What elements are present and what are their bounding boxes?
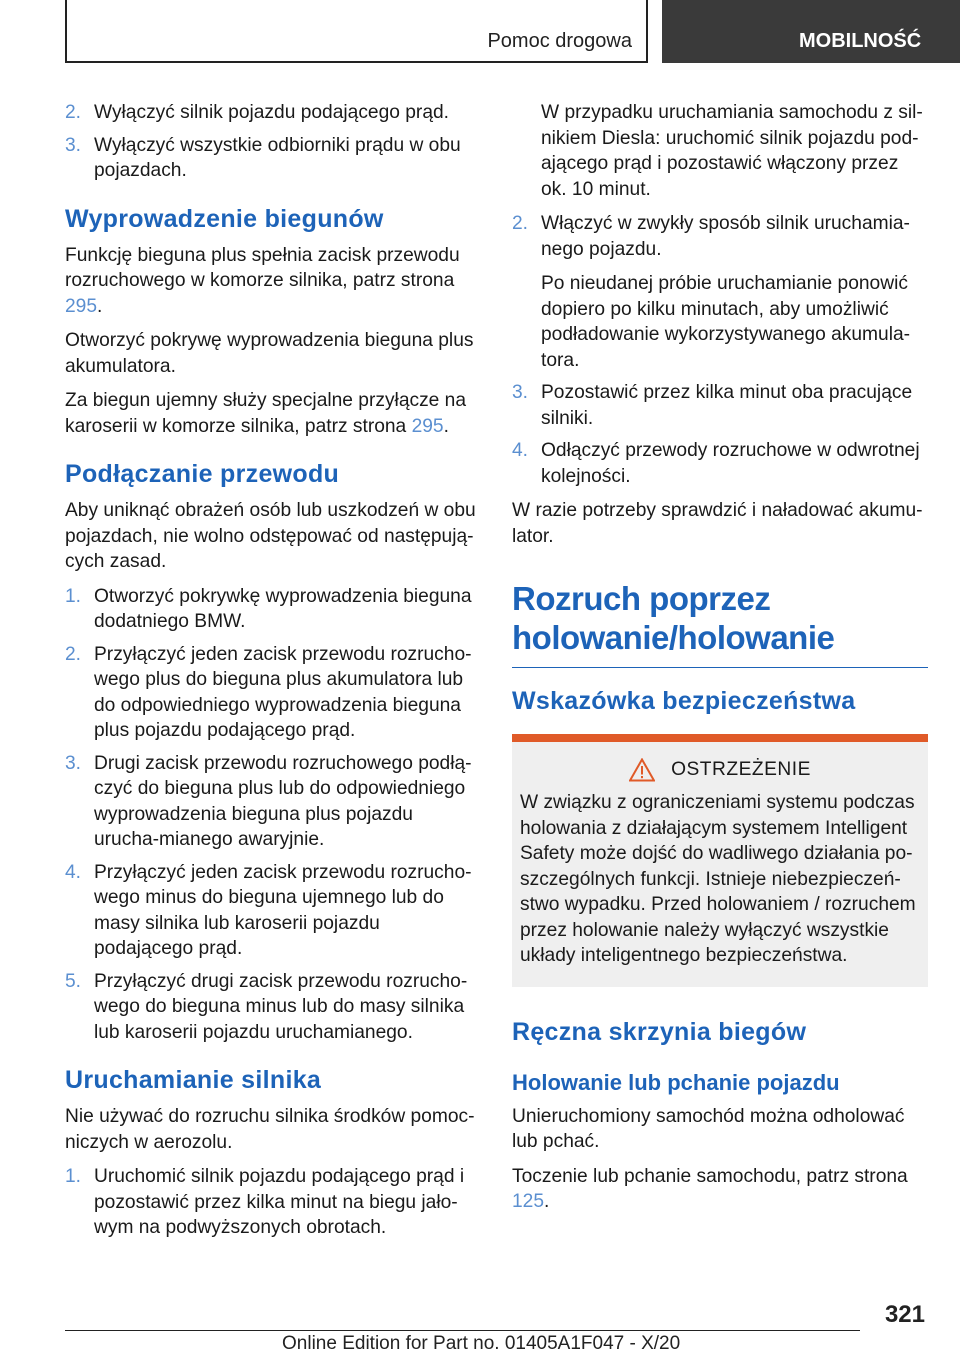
list-item	[512, 211, 928, 373]
paragraph-text: Za biegun ujemny służy specjalne przyłącze na karoserii w komorze silnika, patrz strona	[65, 390, 467, 437]
left-column	[65, 100, 480, 1250]
heading-connect: Podłączanie przewodu	[65, 460, 340, 488]
paragraph-text: .	[443, 415, 449, 437]
heading-safety: Wskazówka bezpieczeństwa	[512, 687, 856, 715]
list-item	[65, 751, 480, 853]
header-chapter-tab	[662, 0, 960, 63]
warning-triangle-icon	[629, 758, 655, 782]
paragraph-text: Funkcję bieguna plus spełnia zacisk przewodu rozruchowego w komorze silnika, patrz strona	[65, 244, 460, 291]
step-text: Wyłączyć wszystkie odbiorniki prądu w obu pojazdach.	[94, 134, 461, 181]
paragraph-text: .	[544, 1191, 550, 1212]
paragraph	[512, 1164, 928, 1215]
page-link[interactable]: 125	[512, 1191, 545, 1212]
footer-rule	[65, 1330, 860, 1331]
paragraph: W razie potrzeby sprawdzić i naładować akumu-lator.	[512, 500, 923, 547]
steps-list-c	[65, 1164, 480, 1241]
subheading-tow: Holowanie lub pchanie pojazdu	[512, 1069, 840, 1095]
list-item	[65, 860, 480, 962]
step-text: Pozostawić przez kilka minut oba pracujące silniki.	[541, 382, 913, 429]
step-text: Przyłączyć drugi zacisk przewodu rozrucho-wego do bieguna minus lub do masy silnika lub karoserii pojazdu uruchamianego.	[94, 970, 468, 1043]
header-section-box	[65, 0, 648, 63]
warning-header	[520, 758, 920, 782]
step-number: 2.	[512, 213, 529, 234]
step-text: Wyłączyć silnik pojazdu podającego prąd.	[94, 102, 449, 123]
diesel-note: W przypadku uruchamiania samochodu z sil-nikiem Diesla: uruchomić silnik pojazdu pod-ającego prąd i pozostawić włączony przez ok. 10 minut.	[541, 102, 923, 200]
paragraph: Aby uniknąć obrażeń osób lub uszkodzeń w obu pojazdach, nie wolno odstępować od następują-cych zasad.	[65, 500, 476, 572]
heading-start: Uruchamianie silnika	[65, 1066, 322, 1094]
paragraph: Nie używać do rozruchu silnika środków pomoc-niczych w aerozolu.	[65, 1106, 475, 1153]
warning-box	[512, 734, 928, 987]
paragraph	[65, 243, 480, 320]
step-number: 1.	[65, 1166, 82, 1187]
step-number: 3.	[65, 134, 82, 156]
step-text: Odłączyć przewody rozruchowe w odwrotnej kolejności.	[541, 440, 920, 487]
step-number: 1.	[65, 585, 82, 607]
steps-list-b	[65, 584, 480, 1046]
step-number: 2.	[65, 643, 82, 665]
step-number: 4.	[512, 440, 529, 461]
paragraph: Unieruchomiony samochód można odholować lub pchać.	[512, 1105, 905, 1152]
list-item	[65, 1164, 480, 1241]
steps-list-d	[512, 211, 928, 489]
steps-list-a	[65, 100, 480, 184]
heading-manual: Ręczna skrzynia biegów	[512, 1017, 807, 1046]
heading-poles: Wyprowadzenie biegunów	[65, 204, 384, 233]
list-item	[512, 380, 928, 431]
paragraph-text: .	[97, 295, 103, 317]
step-number: 3.	[65, 752, 82, 774]
list-item	[65, 100, 480, 126]
step-text: Uruchomić silnik pojazdu podającego prąd i pozostawić przez kilka minut na biegu jało-wym na podwyższonych obrotach.	[94, 1166, 465, 1238]
step-text: Włączyć w zwykły sposób silnik uruchamia-nego pojazdu.	[541, 213, 910, 260]
page-link[interactable]: 295	[65, 295, 98, 317]
list-item	[65, 133, 480, 184]
step-text: Otworzyć pokrywkę wyprowadzenia bieguna dodatniego BMW.	[94, 585, 472, 632]
step-text: Przyłączyć jeden zacisk przewodu rozrucho-wego minus do bieguna ujemnego lub do masy silnika lub karoserii pojazdu podającego prąd.	[94, 861, 472, 959]
step-number: 4.	[65, 861, 82, 883]
step-text: Drugi zacisk przewodu rozruchowego podłą-czyć do bieguna plus lub do odpowiedniego wyprowadzenia bieguna plus pojazdu urucha-mianego awaryjnie.	[94, 752, 472, 850]
page-number: 321	[884, 1301, 925, 1328]
step-number: 2.	[65, 102, 82, 123]
warning-title: OSTRZEŻENIE	[671, 759, 811, 780]
paragraph	[65, 388, 480, 439]
heading-rule	[512, 667, 928, 668]
list-item	[65, 584, 480, 635]
header-chapter-title: MOBILNOŚĆ	[799, 30, 922, 52]
list-item	[65, 642, 480, 744]
list-item	[65, 969, 480, 1046]
page-link[interactable]: 295	[411, 415, 444, 437]
footer-edition: Online Edition for Part no. 01405A1F047 - X/20	[282, 1333, 681, 1354]
step-number: 5.	[65, 970, 82, 992]
heading-tow-start: Rozruch poprzez holowanie/holowanie	[512, 580, 835, 656]
step-text: Przyłączyć jeden zacisk przewodu rozrucho-wego plus do bieguna plus akumulatora lub do odpowiedniego wyprowadzenia bieguna plus pojazdu podającego prąd.	[94, 643, 472, 741]
warning-text: W związku z ograniczeniami systemu podczas holowania z działającym systemem Intelligent Safety może dojść do wadliwego działania po-szczególnych funkcji. Istnieje niebezpieczeń-stwo wypadku. Przed holowaniem / rozruchem przez holowanie należy wyłączyć wszystkie układy inteligentnego bezpieczeństwa.	[520, 792, 916, 966]
paragraph-text: Toczenie lub pchanie samochodu, patrz strona	[512, 1165, 908, 1187]
header-section-title: Pomoc drogowa	[487, 30, 632, 52]
list-item	[512, 438, 928, 489]
step-note: Po nieudanej próbie uruchamianie ponowić dopiero po kilku minutach, aby umożliwić podładowanie wykorzystywanego akumula-tora.	[541, 273, 911, 371]
right-column	[512, 100, 928, 1224]
paragraph: Otworzyć pokrywę wyprowadzenia bieguna plus akumulatora.	[65, 330, 474, 377]
step-number: 3.	[512, 382, 529, 403]
